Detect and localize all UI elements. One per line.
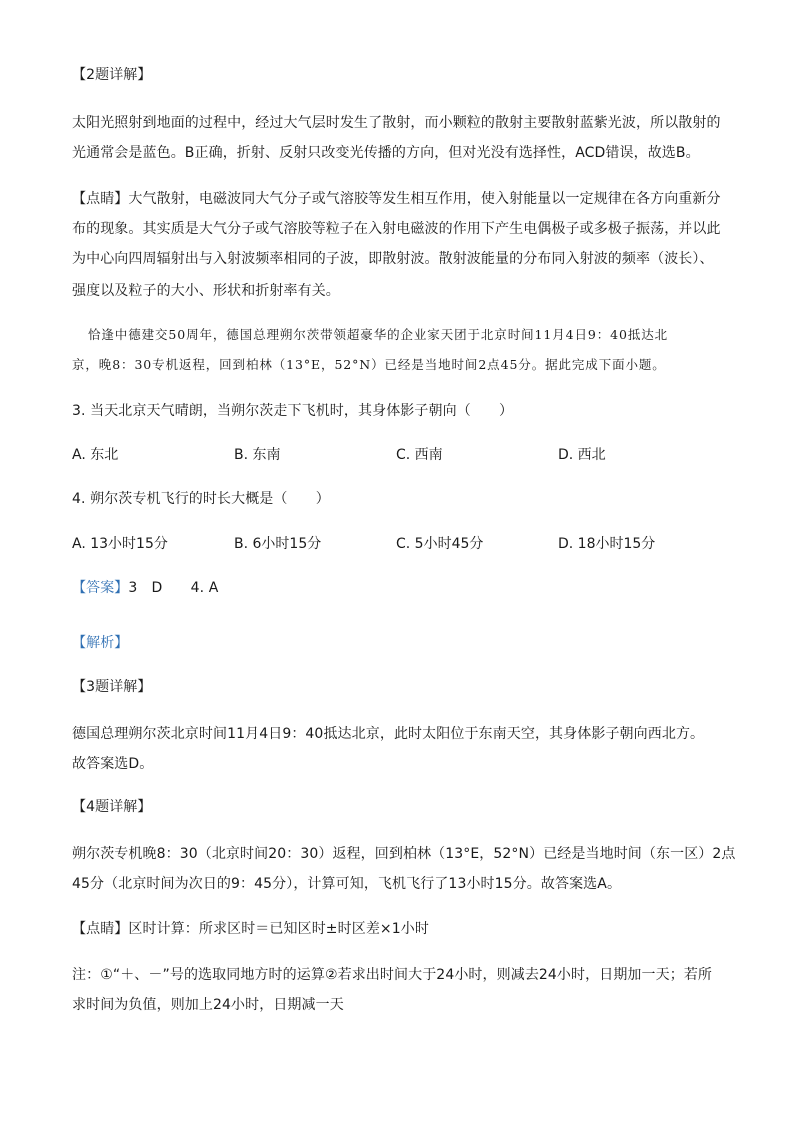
q3-detail-line-2: 故答案选D。	[72, 756, 154, 772]
point1-line-1: 【点睛】大气散射，电磁波同大气分子或气溶胶等发生相互作用，使入射能量以一定规律在各方向重新分	[72, 191, 721, 207]
passage-line-2: 京，晚8：30专机返程，回到柏林（13°E，52°N）已经是当地时间2点45分。据此完成下面小题。	[72, 357, 666, 372]
point1-line-3: 为中心向四周辐射出与入射波频率相同的子波，即散射波。散射波能量的分布同入射波的频率（波长）、	[72, 251, 714, 267]
point1-line-4: 强度以及粒子的大小、形状和折射率有关。	[72, 283, 340, 299]
q4-option-d: D. 18小时15分	[558, 536, 656, 552]
q4-detail-line-1: 朔尔茨专机晚8：30（北京时间20：30）返程，回到柏林（13°E，52°N）已经是当地时间（东一区）2点	[72, 846, 736, 862]
answer-text: 3 D 4. A	[128, 580, 219, 596]
point2-line-1: 【点睛】区时计算：所求区时＝已知区时±时区差×1小时	[72, 921, 429, 937]
answer-row	[72, 579, 218, 597]
q3-option-b: B. 东南	[234, 447, 281, 463]
note-line-1: 注：①“＋、－”号的选取同地方时的运算②若求出时间大于24小时，则减去24小时，日期加一天；若所	[72, 967, 713, 983]
q3-detail-heading: 【3题详解】	[72, 679, 152, 695]
passage-line-1: 恰逢中德建交50周年，德国总理朔尔茨带领超豪华的企业家天团于北京时间11月4日9：40抵达北	[88, 327, 669, 342]
q4-option-a: A. 13小时15分	[72, 536, 168, 552]
q3-stem: 3. 当天北京天气晴朗，当朔尔茨走下飞机时，其身体影子朝向（ ）	[72, 403, 514, 419]
q3-option-c: C. 西南	[396, 447, 443, 463]
q4-stem: 4. 朔尔茨专机飞行的时长大概是（ ）	[72, 491, 330, 507]
q3-option-d: D. 西北	[558, 447, 606, 463]
q4-option-b: B. 6小时15分	[234, 536, 322, 552]
q2-detail-heading: 【2题详解】	[72, 67, 152, 83]
note-line-2: 求时间为负值，则加上24小时，日期减一天	[72, 997, 344, 1013]
q2-detail-line-2: 光通常会是蓝色。B正确，折射、反射只改变光传播的方向，但对光没有选择性，ACD错误，故选B。	[72, 145, 700, 161]
q3-detail-line-1: 德国总理朔尔茨北京时间11月4日9：40抵达北京，此时太阳位于东南天空，其身体影子朝向西北方。	[72, 726, 705, 742]
q2-detail-line-1: 太阳光照射到地面的过程中，经过大气层时发生了散射，而小颗粒的散射主要散射蓝紫光波，所以散射的	[72, 115, 721, 131]
q4-detail-line-2: 45分（北京时间为次日的9：45分），计算可知，飞机飞行了13小时15分。故答案选A。	[72, 876, 622, 892]
point1-line-2: 布的现象。其实质是大气分子或气溶胶等粒子在入射电磁波的作用下产生电偶极子或多极子振荡，并以此	[72, 221, 721, 237]
answer-label: 【答案】	[72, 580, 129, 596]
q3-option-a: A. 东北	[72, 447, 119, 463]
q4-detail-heading: 【4题详解】	[72, 799, 152, 815]
q4-option-c: C. 5小时45分	[396, 536, 484, 552]
analysis-label: 【解析】	[72, 635, 129, 651]
